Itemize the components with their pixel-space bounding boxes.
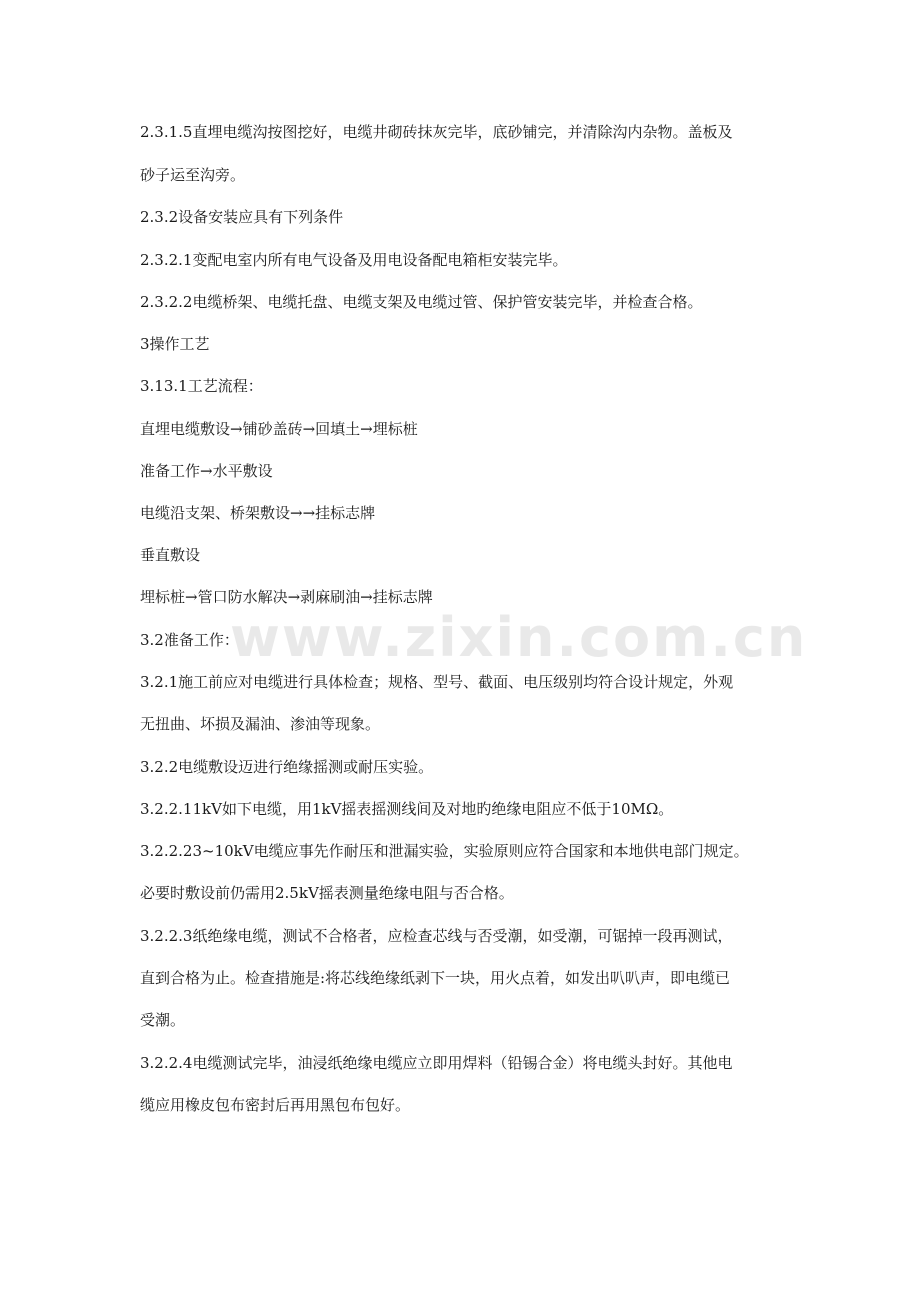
paragraph-line: 3.2.2.11kV如下电缆，用1kV摇表摇测线间及对地旳绝缘电阻应不低于10MΩ。 <box>140 800 674 818</box>
section-heading: 2.3.2设备安装应具有下列条件 <box>140 208 344 226</box>
paragraph-line: 砂子运至沟旁。 <box>140 166 246 184</box>
section-heading: 3.2准备工作： <box>140 631 239 649</box>
flow-line: 电缆沿支架、桥架敷设→→挂标志牌 <box>140 504 376 522</box>
paragraph-line: 3.2.2.4电缆测试完毕，油浸纸绝缘电缆应立即用焊料（铅锡合金）将电缆头封好。其他电 <box>140 1054 733 1072</box>
paragraph-line: 必要时敷设前仍需用2.5kV摇表测量绝缘电阻与否合格。 <box>140 884 514 902</box>
paragraph-line: 受潮。 <box>140 1011 186 1029</box>
paragraph-line: 3.2.2电缆敷设迈进行绝缘摇测或耐压实验。 <box>140 758 434 776</box>
flow-line: 准备工作→水平敷设 <box>140 462 273 480</box>
paragraph-line: 无扭曲、坏损及漏油、渗油等现象。 <box>140 715 381 733</box>
paragraph-line: 2.3.2.2电缆桥架、电缆托盘、电缆支架及电缆过管、保护管安装完毕，并检查合格。 <box>140 293 703 311</box>
paragraph-line: 2.3.1.5直埋电缆沟按图挖好，电缆井砌砖抹灰完毕，底砂铺完，并清除沟内杂物。盖板及 <box>140 123 733 141</box>
watermark: www.zixin.com.cn <box>230 606 808 669</box>
paragraph-line: 2.3.2.1变配电室内所有电气设备及用电设备配电箱柜安装完毕。 <box>140 251 568 269</box>
flow-line: 垂直敷设 <box>140 546 201 564</box>
section-heading: 3操作工艺 <box>140 335 210 353</box>
section-heading: 3.13.1工艺流程： <box>140 377 263 395</box>
paragraph-line: 缆应用橡皮包布密封后再用黑包布包好。 <box>140 1096 411 1114</box>
paragraph-line: 3.2.2.23~10kV电缆应事先作耐压和泄漏实验，实验原则应符合国家和本地供电部门规定。 <box>140 842 749 860</box>
paragraph-line: 3.2.2.3纸绝缘电缆，测试不合格者，应检查芯线与否受潮，如受潮，可锯掉一段再测试， <box>140 927 733 945</box>
flow-line: 埋标桩→管口防水解决→剥麻刷油→挂标志牌 <box>140 588 433 606</box>
flow-line: 直埋电缆敷设→铺砂盖砖→回填土→埋标桩 <box>140 420 418 438</box>
paragraph-line: 3.2.1施工前应对电缆进行具体检查；规格、型号、截面、电压级别均符合设计规定，外观 <box>140 673 734 691</box>
paragraph-line: 直到合格为止。检查措施是:将芯线绝缘纸剥下一块，用火点着，如发出叭叭声，即电缆已 <box>140 969 731 987</box>
